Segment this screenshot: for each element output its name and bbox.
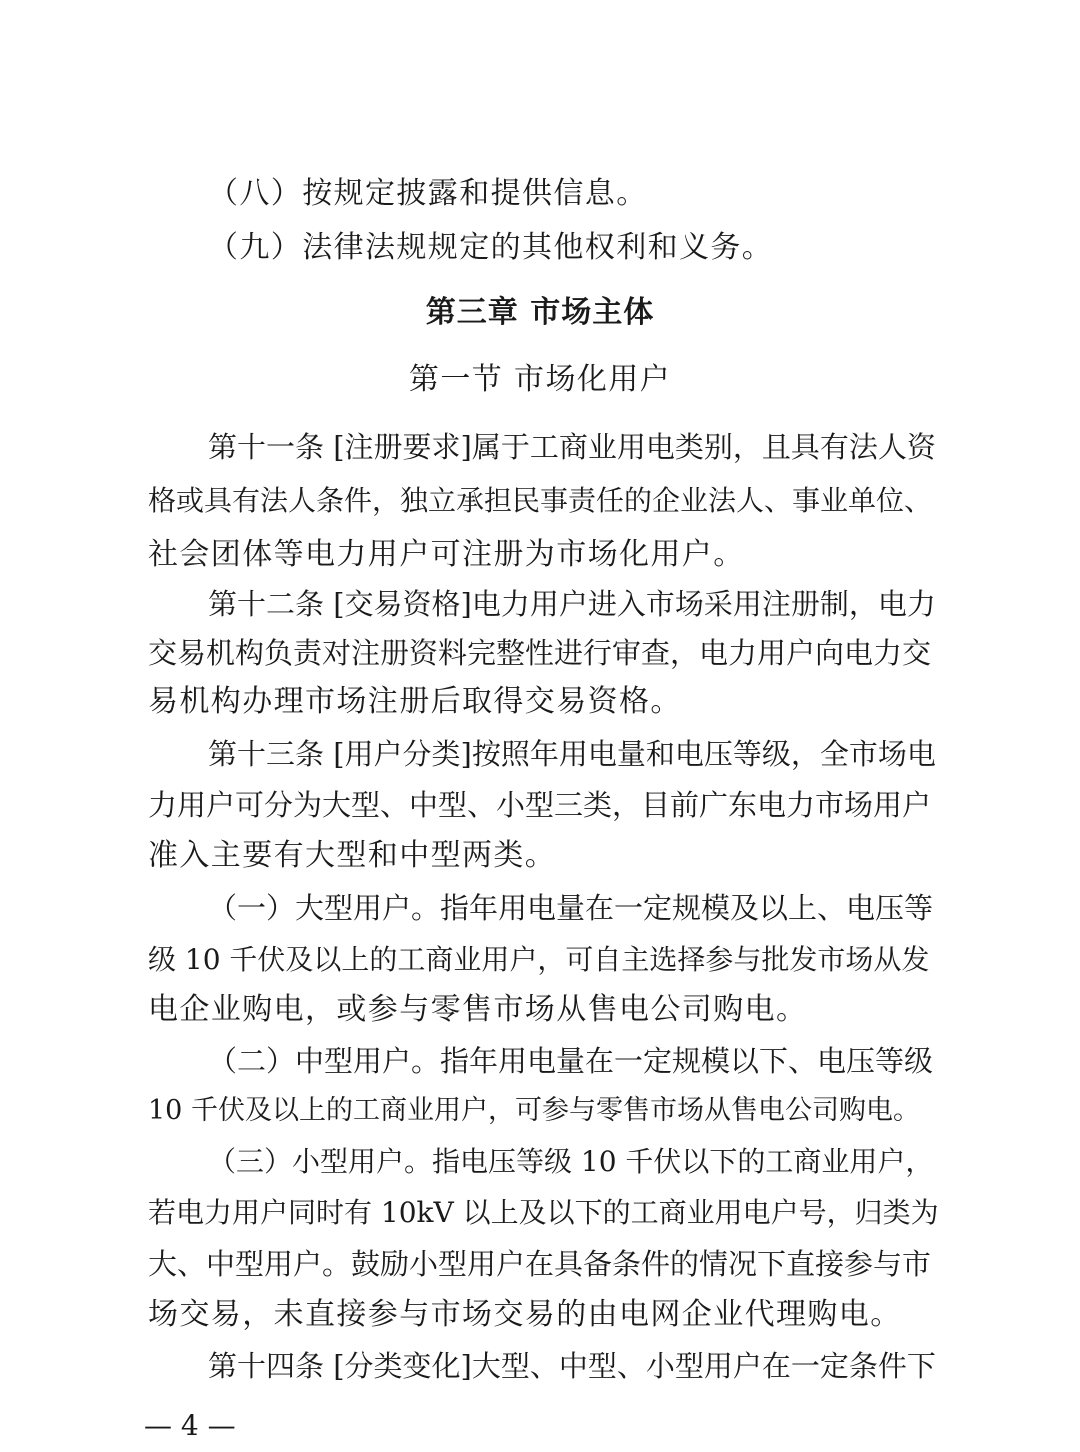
article-13-line: 准入主要有大型和中型两类。 — [148, 838, 557, 873]
list-item-9: （九）法律法规规定的其他权利和义务。 — [208, 230, 774, 265]
list-item-3-line: 场交易，未直接参与市场交易的由电网企业代理购电。 — [148, 1297, 902, 1332]
article-11-line: 格或具有法人条件，独立承担民事责任的企业法人、事业单位、 — [148, 484, 933, 517]
list-item-3-line: （三）小型用户。指电压等级 10 千伏以下的工商业用户， — [208, 1145, 934, 1178]
list-item-3-line: 若电力用户同时有 10kV 以上及以下的工商业用电户号，归类为 — [148, 1196, 939, 1229]
article-12-line: 交易机构负责对注册资料完整性进行审查，电力用户向电力交 — [148, 636, 932, 670]
article-13-line: 力用户可分为大型、中型、小型三类，目前广东电力市场用户 — [148, 788, 932, 822]
list-item-2-line: 10 千伏及以上的工商业用户，可参与零售市场从售电公司购电。 — [148, 1095, 920, 1126]
article-14-line: 第十四条 [分类变化]大型、中型、小型用户在一定条件下 — [208, 1349, 936, 1383]
list-item-8: （八）按规定披露和提供信息。 — [208, 176, 648, 211]
section-title: 第一节 市场化用户 — [408, 362, 672, 397]
list-item-2-line: （二）中型用户。指年用电量在一定规模以下、电压等级 — [208, 1044, 934, 1078]
chapter-title: 第三章 市场主体 — [425, 295, 655, 330]
list-item-1-line: 级 10 千伏及以上的工商业用户，可自主选择参与批发市场从发 — [148, 943, 930, 976]
page-number: — 4 — — [144, 1409, 236, 1442]
article-12-line: 易机构办理市场注册后取得交易资格。 — [148, 684, 682, 719]
list-item-1-line: 电企业购电，或参与零售市场从售电公司购电。 — [148, 992, 808, 1027]
list-item-3-line: 大、中型用户。鼓励小型用户在具备条件的情况下直接参与市 — [148, 1247, 932, 1281]
list-item-1-line: （一）大型用户。指年用电量在一定规模及以上、电压等 — [208, 891, 934, 925]
article-11-line: 社会团体等电力用户可注册为市场化用户。 — [148, 537, 745, 572]
article-12-line: 第十二条 [交易资格]电力用户进入市场采用注册制，电力 — [208, 587, 936, 621]
article-13-line: 第十三条 [用户分类]按照年用电量和电压等级，全市场电 — [208, 737, 936, 771]
article-11-line: 第十一条 [注册要求]属于工商业用电类别，且具有法人资 — [208, 430, 936, 464]
